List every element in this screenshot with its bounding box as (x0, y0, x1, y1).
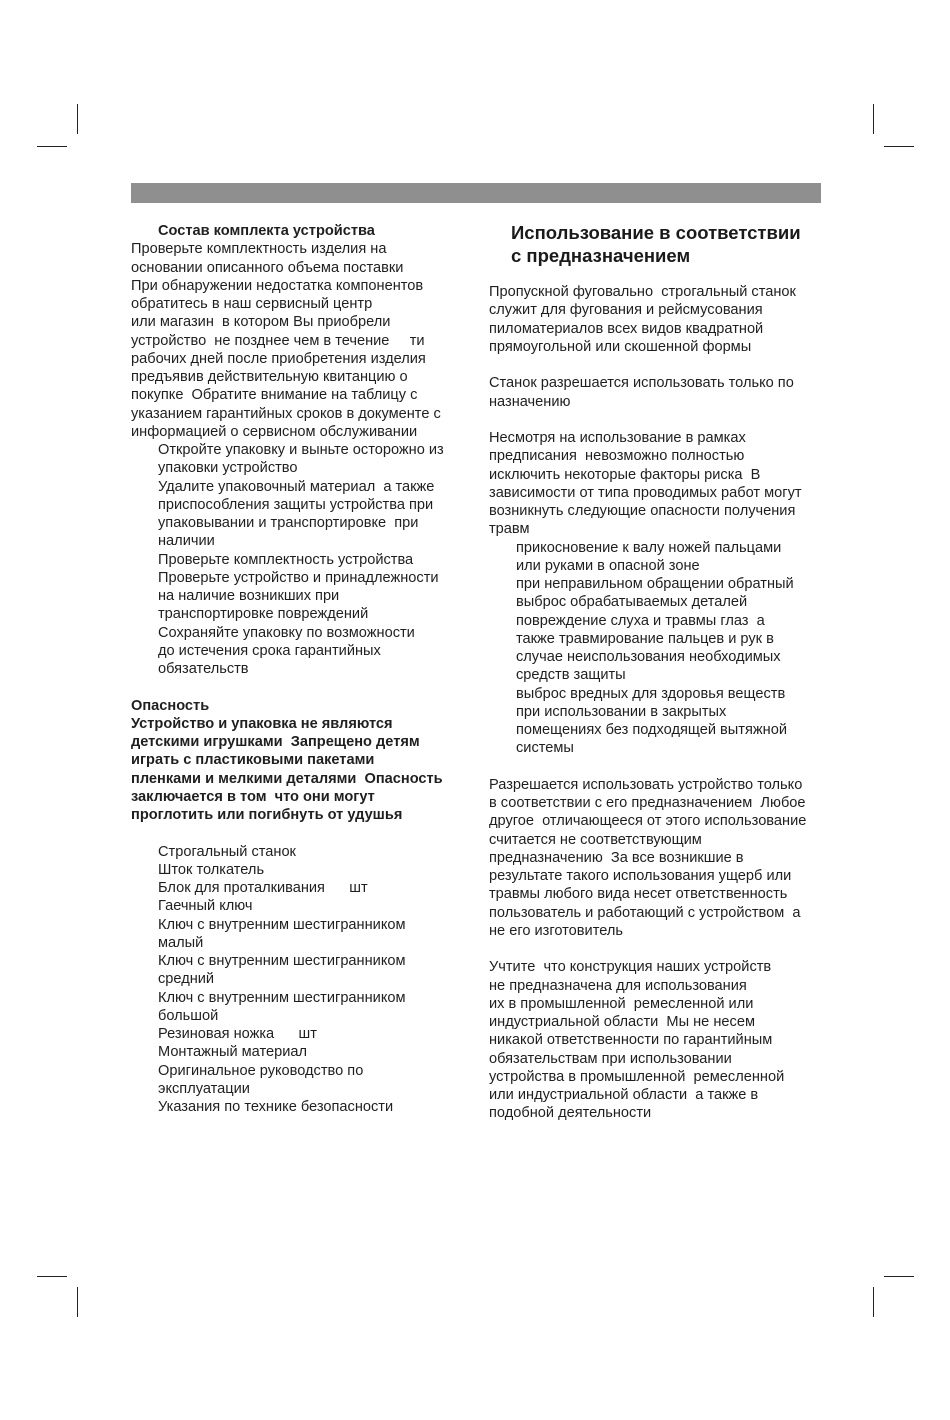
contents-item: большой (158, 1007, 219, 1024)
kit-step-line: упаковки устройство (158, 460, 298, 477)
paragraph-line: Пропускной фуговально строгальный станок (489, 284, 796, 300)
contents-item: Монтажный материал (158, 1044, 308, 1061)
risk-item-line: средств защиты (516, 667, 626, 684)
contents-item: Оригинальное руководство по (158, 1062, 364, 1079)
paragraph-line: предписания невозможно полностью (489, 448, 745, 465)
kit-text-line: или магазин в котором Вы приобрели (131, 314, 391, 331)
contents-item: Ключ с внутренним шестигранником (158, 916, 406, 933)
paragraph-line: исключить некоторые факторы риска В (489, 466, 761, 483)
crop-mark (37, 1276, 67, 1277)
paragraph-line: устройства в промышленной ремесленной (489, 1068, 785, 1085)
kit-text-line: Проверьте комплектность изделия на (131, 241, 387, 258)
risk-item-line: прикосновение к валу ножей пальцами (516, 539, 782, 556)
paragraph-line: другое отличающееся от этого использование (489, 813, 807, 830)
risk-item-line: при использовании в закрытых (516, 703, 727, 720)
paragraph-line: считается не соответствующим (489, 831, 702, 848)
kit-text-line: устройство не позднее чем в течение ти (131, 332, 425, 349)
kit-text-line: При обнаружении недостатка компонентов (131, 277, 424, 294)
kit-step-line: на наличие возникших при (158, 588, 340, 604)
contents-item: Ключ с внутренним шестигранником (158, 989, 406, 1006)
paragraph-line: Станок разрешается использовать только по (489, 375, 794, 392)
header-band (131, 183, 821, 203)
kit-step-line: Проверьте устройство и принадлежности (158, 569, 439, 586)
risk-item-line: выброс вредных для здоровья веществ (516, 685, 786, 702)
paragraph-line: зависимости от типа проводимых работ могут (489, 484, 802, 501)
contents-item: малый (158, 934, 204, 951)
danger-text-line: проглотить или погибнуть от удушья (131, 807, 403, 823)
paragraph-line: назначению (489, 393, 571, 410)
risk-item-line: при неправильном обращении обратный (516, 576, 794, 592)
paragraph-line: Несмотря на использование в рамках (489, 430, 746, 446)
crop-mark (77, 104, 78, 134)
danger-text-line: Устройство и упаковка не являются (131, 715, 393, 732)
contents-item: Ключ с внутренним шестигранником (158, 953, 406, 969)
paragraph-line: служит для фугования и рейсмусования (489, 302, 763, 319)
risk-item-line: или руками в опасной зоне (516, 557, 700, 574)
paragraph-line: в соответствии с его предназначением Любое (489, 795, 806, 811)
contents-item: Резиновая ножка шт (158, 1026, 317, 1042)
crop-mark (77, 1287, 78, 1317)
risk-item-line: также травмирование пальцев и рук в (516, 630, 774, 647)
risk-item-line: повреждение слуха и травмы глаз а (516, 612, 765, 629)
contents-item: Блок для проталкивания шт (158, 880, 368, 896)
risk-item-line: выброс обрабатываемых деталей (516, 594, 748, 611)
kit-title: Состав комплекта устройства (158, 223, 375, 239)
paragraph-line: предназначению За все возникшие в (489, 849, 744, 866)
paragraph-line: травм (489, 521, 530, 538)
danger-title: Опасность (131, 697, 210, 714)
crop-mark (37, 146, 67, 147)
heading-line: с предназначением (511, 245, 691, 266)
kit-text-line: рабочих дней после приобретения изделия (131, 350, 426, 367)
kit-text-line: предъявив действительную квитанцию о (131, 369, 408, 385)
paragraph-line: подобной деятельности (489, 1105, 652, 1122)
kit-step-line: приспособления защиты устройства при (158, 496, 434, 513)
paragraph-line: не предназначена для использования (489, 977, 747, 994)
contents-item: Указания по технике безопасности (158, 1099, 394, 1115)
risk-item-line: случае неиспользования необходимых (516, 649, 781, 665)
kit-step-line: транспортировке повреждений (158, 606, 369, 623)
contents-item: Шток толкатель (158, 861, 265, 878)
paragraph-line: Разрешается использовать устройство только (489, 776, 803, 793)
danger-text-line: детскими игрушками Запрещено детям (131, 734, 420, 750)
crop-mark (873, 1287, 874, 1317)
kit-step-line: наличии (158, 533, 215, 550)
kit-step-line: Откройте упаковку и выньте осторожно из (158, 442, 444, 458)
contents-item: эксплуатации (158, 1080, 250, 1097)
right-column (489, 283, 824, 1123)
danger-text-line: пленками и мелкими деталями Опасность (131, 770, 443, 787)
kit-step-line: упаковывании и транспортировке при (158, 515, 419, 531)
paragraph-line: или индустриальной области а также в (489, 1087, 759, 1103)
paragraph-line: прямоугольной или скошенной формы (489, 338, 752, 355)
danger-text-line: играть с пластиковыми пакетами (131, 752, 375, 769)
kit-text-line: обратитесь в наш сервисный центр (131, 296, 373, 312)
paragraph-line: Учтите что конструкция наших устройств (489, 959, 772, 976)
paragraph-line: пиломатериалов всех видов квадратной (489, 320, 764, 337)
kit-step-line: Удалите упаковочный материал а также (158, 478, 435, 495)
kit-text-line: покупке Обратите внимание на таблицу с (131, 387, 418, 404)
danger-text-line: заключается в том что они могут (131, 788, 375, 805)
kit-text-line: основании описанного объема поставки (131, 259, 404, 276)
paragraph-line: обязательствам при использовании (489, 1050, 732, 1067)
paragraph-line: никакой ответственности по гарантийным (489, 1032, 773, 1049)
paragraph-line: результате такого использования ущерб или (489, 868, 792, 884)
risk-item-line: помещениях без подходящей вытяжной (516, 722, 787, 738)
crop-mark (873, 104, 874, 134)
kit-step-line: Проверьте комплектность устройства (158, 551, 414, 568)
kit-step-line: до истечения срока гарантийных (158, 642, 381, 659)
paragraph-line: возникнуть следующие опасности получения (489, 503, 796, 519)
left-column (131, 222, 471, 1116)
contents-item: Гаечный ключ (158, 898, 253, 915)
section-heading (511, 221, 831, 267)
paragraph-line: их в промышленной ремесленной или (489, 995, 754, 1012)
contents-item: Строгальный станок (158, 843, 296, 860)
crop-mark (884, 146, 914, 147)
paragraph-line: травмы любого вида несет ответственность (489, 886, 788, 903)
paragraph-line: пользователь и работающий с устройством а (489, 904, 801, 921)
contents-item: средний (158, 971, 215, 988)
kit-step-line: Сохраняйте упаковку по возможности (158, 624, 415, 641)
paragraph-line: не его изготовитель (489, 922, 623, 939)
crop-mark (884, 1276, 914, 1277)
kit-text-line: информацией о сервисном обслуживании (131, 423, 418, 440)
kit-text-line: указанием гарантийных сроков в документе с (131, 405, 441, 422)
heading-line: Использование в соответствии (511, 222, 801, 243)
paragraph-line: индустриальной области Мы не несем (489, 1014, 755, 1030)
kit-step-line: обязательств (158, 661, 249, 677)
risk-item-line: системы (516, 740, 574, 757)
